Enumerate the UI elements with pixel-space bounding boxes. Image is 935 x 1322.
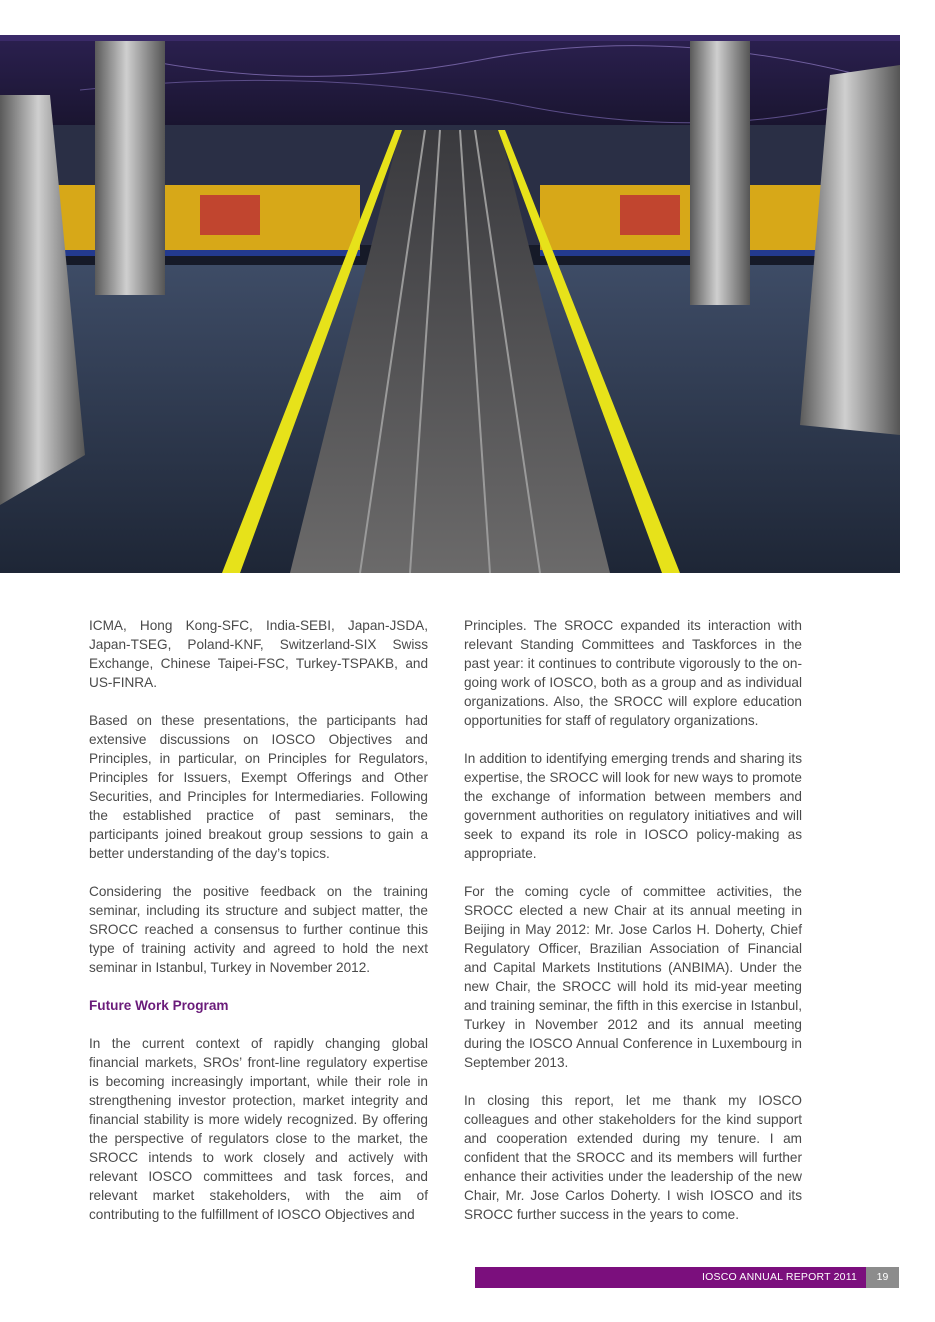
- metro-station-photo: [0, 35, 900, 573]
- paragraph: In the current context of rapidly changing global financial markets, SROs’ front-line regulatory expertise is becoming increasingly important, while their role in strengthening investor protection, market integrity and financial stability is more widely recognized. By offering the perspective of regulators close to the market, the SROCC intends to work closely and actively with relevant IOSCO committees and task forces, and relevant market stakeholders, with the aim of contributing to the fulfillment of IOSCO Objectives and: [89, 1036, 428, 1222]
- section-heading: Future Work Program: [89, 998, 229, 1013]
- paragraph: ICMA, Hong Kong-SFC, India-SEBI, Japan-JSDA, Japan-TSEG, Poland-KNF, Switzerland-SIX Swiss Exchange, Chinese Taipei-FSC, Turkey-TSPAKB, and US-FINRA.: [89, 618, 428, 690]
- paragraph: For the coming cycle of committee activities, the SROCC elected a new Chair at its annual meeting in Beijing in May 2012: Mr. Jose Carlos H. Doherty, Chief Regulatory Officer, Brazilian Association of Financial and Capital Markets Institutions (ANBIMA). Under the new Chair, the SROCC will hold its mid-year meeting and training seminar, the fifth in this exercise in Istanbul, Turkey in November 2012 and its annual meeting during the IOSCO Annual Conference in Luxembourg in September 2013.: [464, 884, 802, 1070]
- page-footer: [475, 1267, 899, 1288]
- paragraph: In addition to identifying emerging trends and sharing its expertise, the SROCC will look for new ways to promote the exchange of information between members and government authorities on regulatory initiatives and will seek to expand its role in IOSCO policy-making as appropriate.: [464, 751, 802, 861]
- right-column: [464, 616, 802, 1243]
- paragraph: Considering the positive feedback on the training seminar, including its structure and subject matter, the SROCC reached a consensus to further continue this type of training activity and agreed to hold the next seminar in Istanbul, Turkey in November 2012.: [89, 884, 428, 975]
- paragraph: In closing this report, let me thank my IOSCO colleagues and other stakeholders for the kind support and cooperation extended during my tenure. I am confident that the SROCC and its members will further enhance their activities under the leadership of the new Chair, Mr. Jose Carlos Doherty. I wish IOSCO and its SROCC further success in the years to come.: [464, 1093, 802, 1222]
- paragraph: Principles. The SROCC expanded its interaction with relevant Standing Committees and Taskforces in the past year: it continues to contribute vigorously to the on-going work of IOSCO, both as a group and as individual organizations. Also, the SROCC will explore education opportunities for staff of regulatory organizations.: [464, 618, 802, 728]
- left-column: [89, 616, 428, 1243]
- report-title: IOSCO ANNUAL REPORT 2011: [475, 1267, 866, 1288]
- paragraph: Based on these presentations, the participants had extensive discussions on IOSCO Objectives and Principles, in particular, on Principles for Regulators, Principles for Issuers, Exempt Offerings and Other Securities, and Principles for Intermediaries. Following the established practice of past seminars, the participants joined breakout group sessions to gain a better understanding of the day’s topics.: [89, 713, 428, 861]
- page-number: 19: [866, 1267, 899, 1288]
